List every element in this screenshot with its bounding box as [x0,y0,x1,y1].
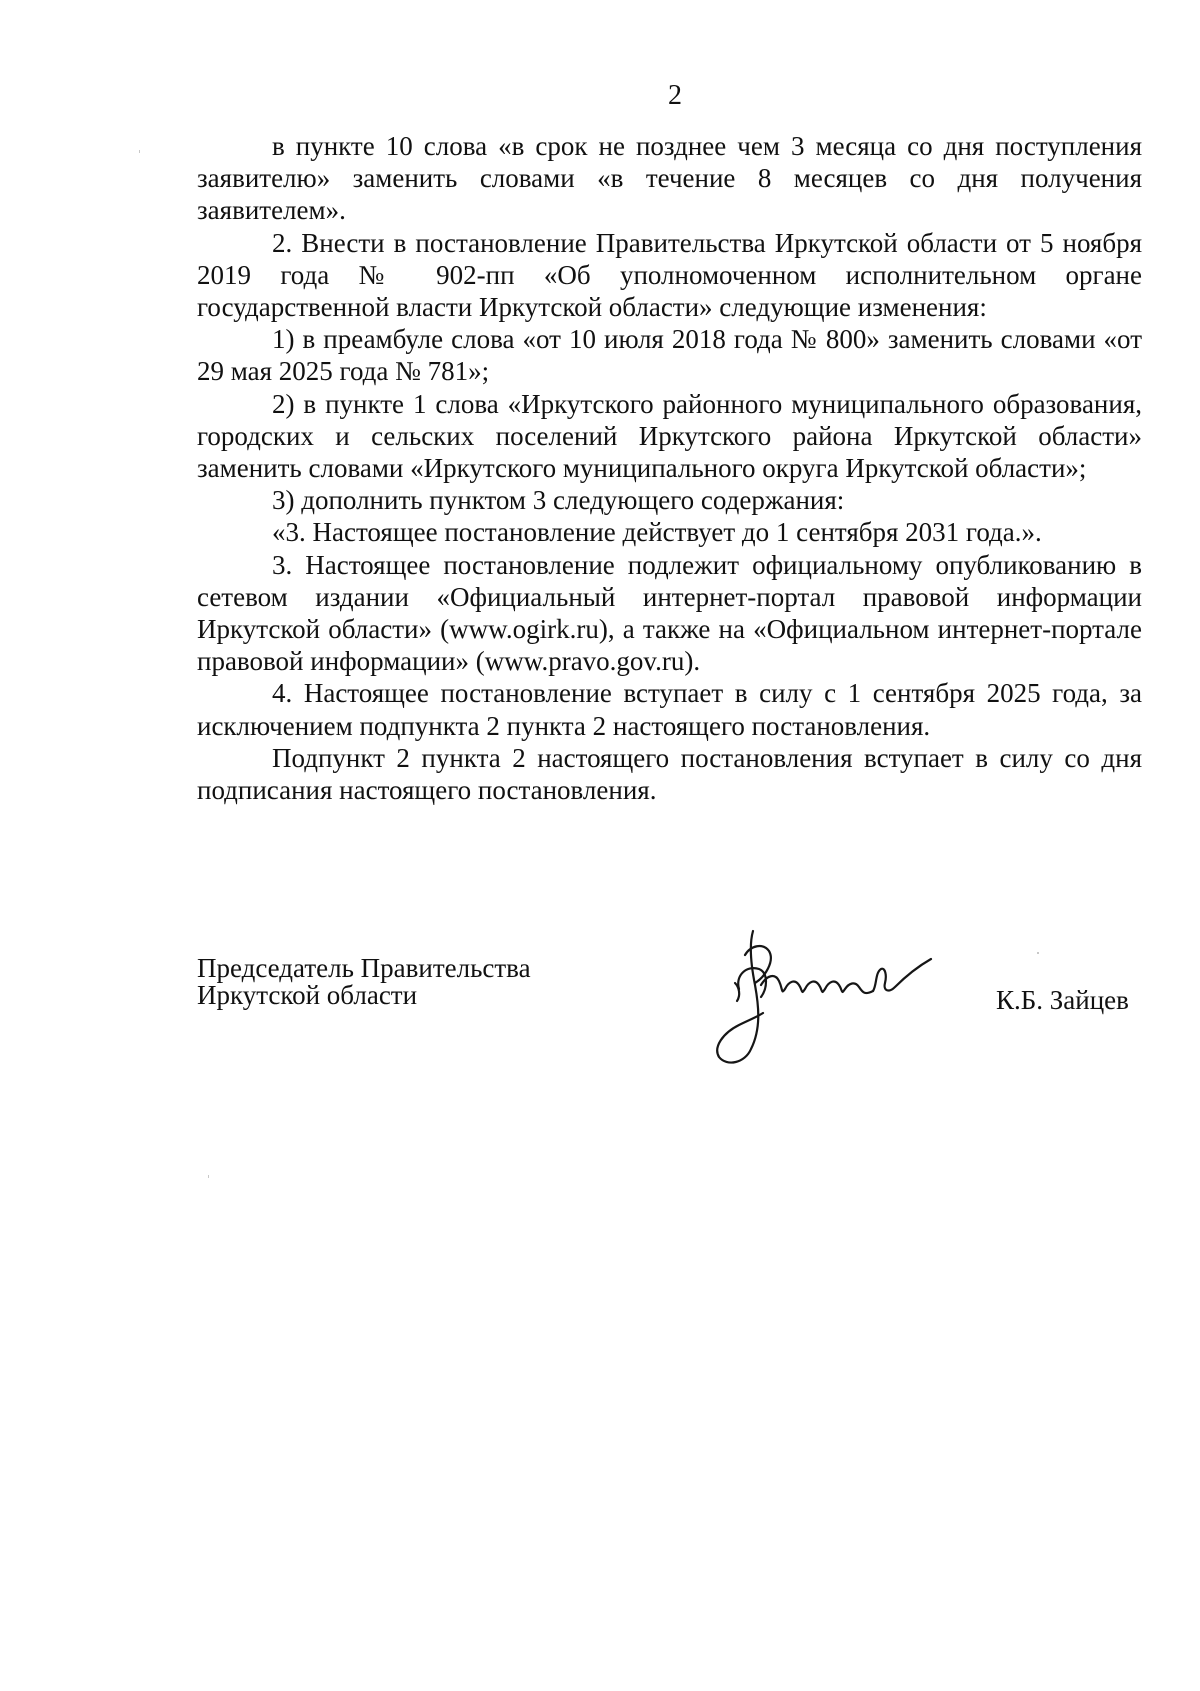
document-body [197,130,1142,806]
page-number: 2 [668,80,682,111]
paragraph-section-4: 4. Настоящее постановление вступает в силу с 1 сентября 2025 года, за исключением подпункта 2 пункта 2 настоящего постановления. [197,678,1142,741]
paragraph-subitem-effective-date: Подпункт 2 пункта 2 настоящего постановления вступает в силу со дня подписания настоящего постановления. [197,742,1142,806]
paragraph-section-3: 3. Настоящее постановление подлежит официальному опубликованию в сетевом издании «Официальный интернет-портал правовой информации Иркутской области» (www.ogirk.ru), а также на «Официальном интернет-портале правовой информации» (www.pravo.gov.ru). [197,549,1142,677]
paragraph-subitem-1: 1) в преамбуле слова «от 10 июля 2018 года № 800» заменить словами «от 29 мая 2025 года № 781»; [197,324,1142,387]
signatory-title [197,955,531,1009]
paragraph-section-2: 2. Внести в постановление Правительства Иркутской области от 5 ноября 2019 года № 902-пп «Об уполномоченном исполнительном органе государственной власти Иркутской области» следующие изменения: [197,227,1142,323]
signatory-title-line-2: Иркутской области [197,980,418,1010]
paragraph-item-10-amendment: в пункте 10 слова «в срок не позднее чем 3 месяца со дня поступления заявителю» заменить словами «в течение 8 месяцев со дня получения заявителем». [197,131,1142,226]
paragraph-quoted-item-3: «3. Настоящее постановление действует до 1 сентября 2031 года.». [272,517,1042,548]
scan-artifact [1037,952,1039,954]
scan-artifact [139,150,140,153]
handwritten-signature [705,925,955,1075]
paragraph-subitem-3: 3) дополнить пунктом 3 следующего содержания: [272,485,845,516]
signatory-title-line-1: Председатель Правительства [197,953,531,983]
paragraph-subitem-2: 2) в пункте 1 слова «Иркутского районного муниципального образования, городских и сельских поселений Иркутского района Иркутской области» заменить словами «Иркутского муниципального округа Иркутской области»; [197,388,1142,484]
signatory-name: К.Б. Зайцев [996,985,1129,1015]
scan-artifact [208,1175,209,1178]
